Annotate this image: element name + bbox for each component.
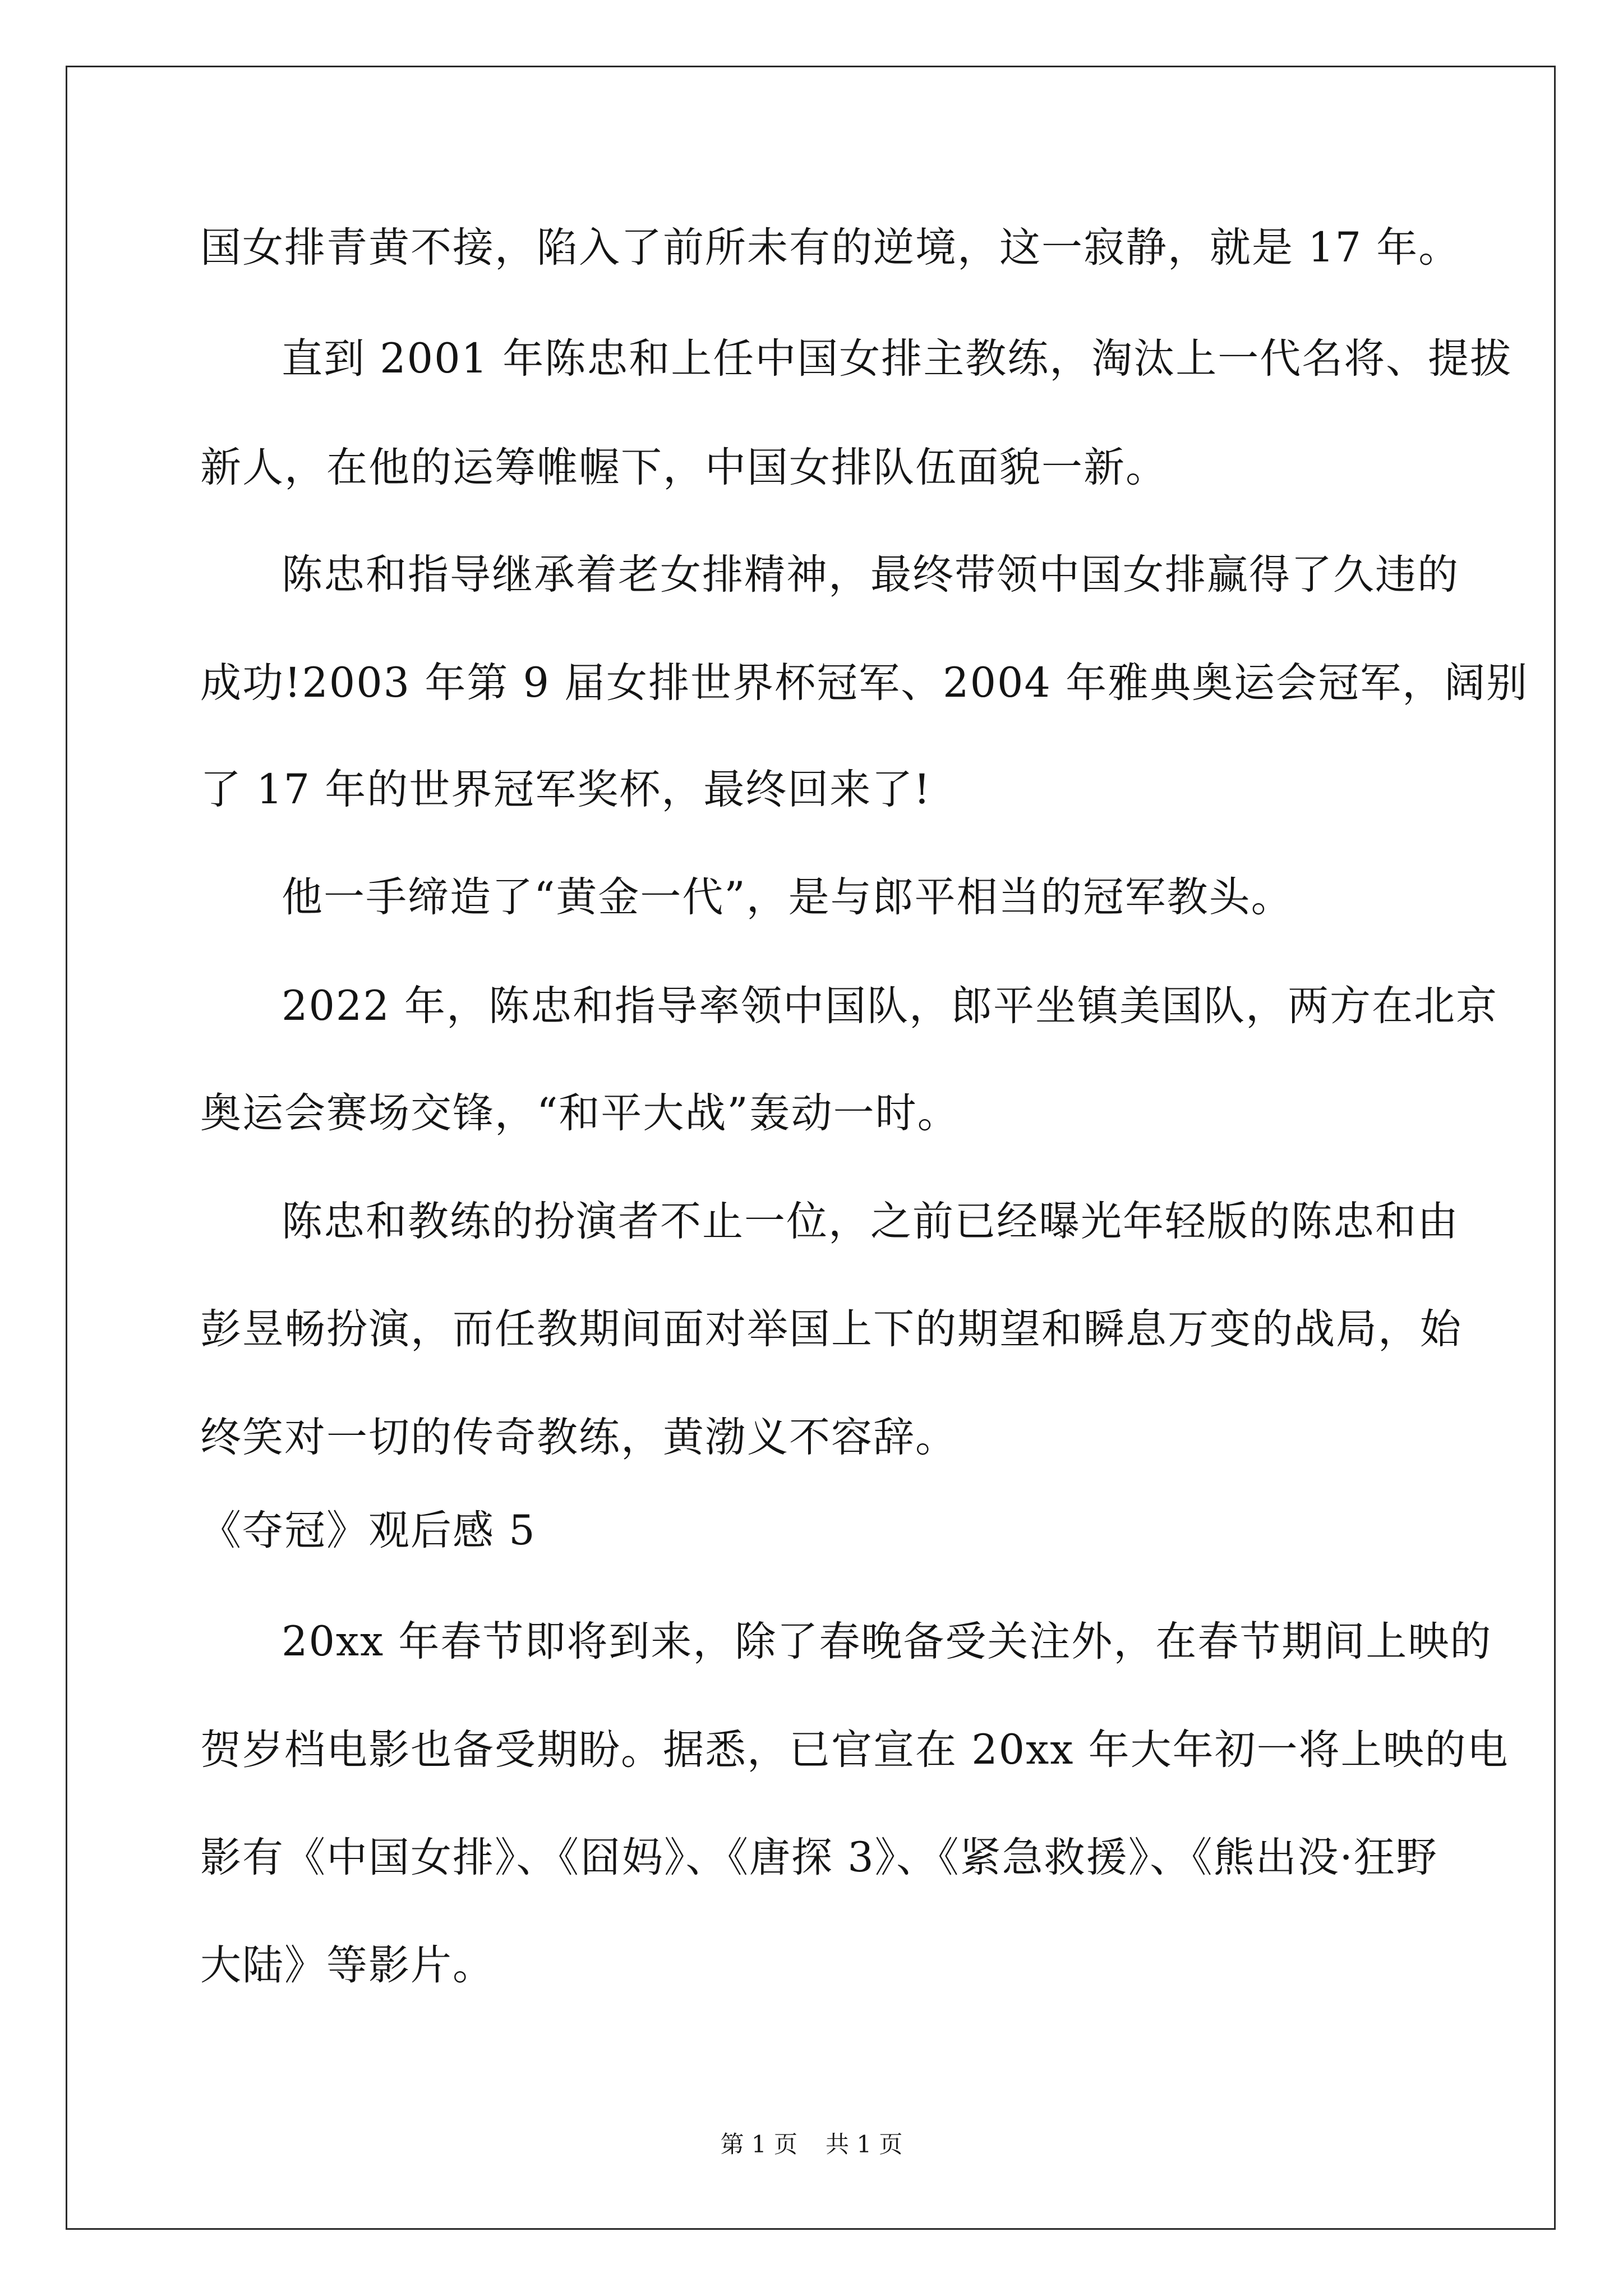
paragraph-line: 终笑对一切的传奇教练，黄渤义不容辞。 — [200, 1414, 957, 1461]
paragraph-line: 20xx 年春节即将到来，除了春晚备受关注外，在春节期间上映的 — [282, 1618, 1492, 1665]
paragraph-line: 成功!2003 年第 9 届女排世界杯冠军、2004 年雅典奥运会冠军，阔别 — [200, 659, 1529, 707]
paragraph-line: 陈忠和教练的扮演者不止一位，之前已经曝光年轻版的陈忠和由 — [282, 1198, 1459, 1245]
page-footer — [0, 2133, 1623, 2156]
paragraph-line: 陈忠和指导继承着老女排精神，最终带领中国女排赢得了久违的 — [282, 551, 1459, 599]
paragraph-line: 他一手缔造了“黄金一代”，是与郎平相当的冠军教头。 — [282, 873, 1293, 921]
paragraph-line: 2022 年，陈忠和指导率领中国队，郎平坐镇美国队，两方在北京 — [282, 982, 1498, 1030]
paragraph-line: 彭昱畅扮演，而任教期间面对举国上下的期望和瞬息万变的战局，始 — [200, 1305, 1462, 1353]
section-heading: 《夺冠》观后感 5 — [200, 1507, 536, 1554]
paragraph-line: 大陆》等影片。 — [200, 1941, 495, 1989]
paragraph-line: 新人，在他的运筹帷幄下，中国女排队伍面貌一新。 — [200, 444, 1168, 491]
page-border — [66, 66, 1556, 2230]
page-total: 共 1 页 — [826, 2131, 903, 2158]
paragraph-line: 国女排青黄不接，陷入了前所未有的逆境，这一寂静，就是 17 年。 — [200, 224, 1461, 272]
page-number: 第 1 页 — [720, 2131, 797, 2158]
paragraph-line: 贺岁档电影也备受期盼。据悉，已官宣在 20xx 年大年初一将上映的电 — [200, 1726, 1509, 1774]
paragraph-line: 了 17 年的世界冠军奖杯，最终回来了! — [200, 766, 932, 813]
paragraph-line: 直到 2001 年陈忠和上任中国女排主教练，淘汰上一代名将、提拔 — [282, 335, 1513, 383]
paragraph-line: 奥运会赛场交锋，“和平大战”轰动一时。 — [200, 1089, 960, 1137]
paragraph-line: 影有《中国女排》、《囧妈》、《唐探 3》、《紧急救援》、《熊出没·狂野 — [200, 1834, 1438, 1881]
